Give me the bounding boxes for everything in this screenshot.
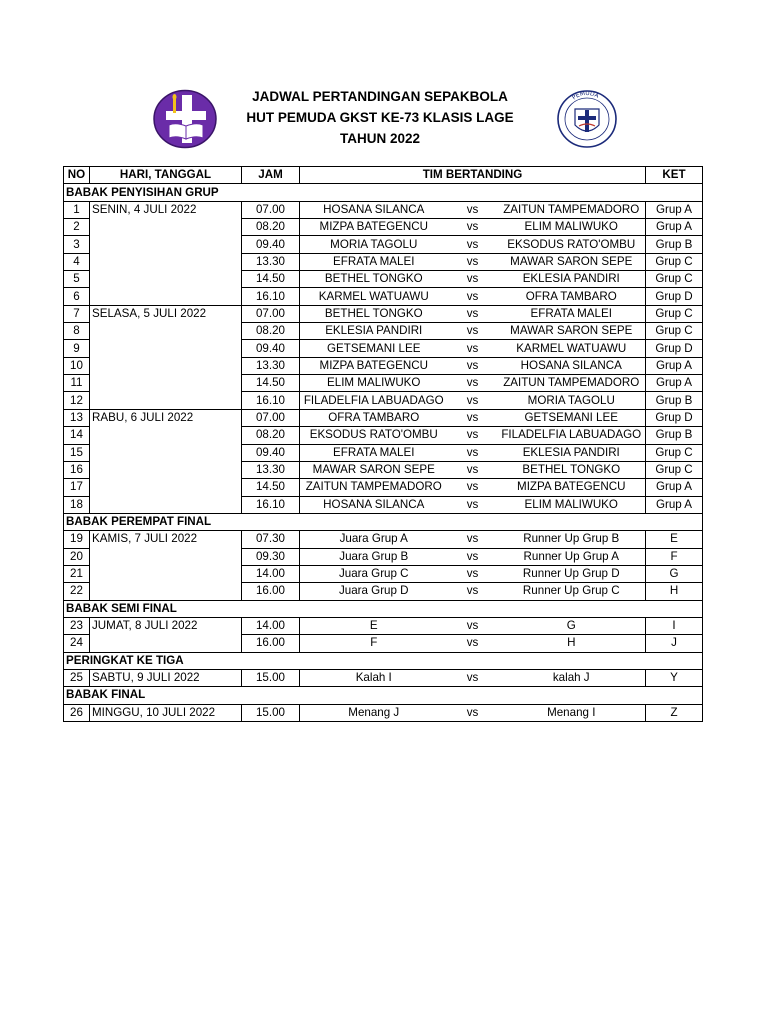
home-team: KARMEL WATUAWU: [300, 288, 448, 305]
match-note: Grup A: [646, 375, 703, 392]
home-team: MIZPA BATEGENCU: [300, 219, 448, 236]
versus-label: vs: [448, 236, 498, 253]
church-cross-logo: [152, 89, 218, 149]
section-title: BABAK PENYISIHAN GRUP: [64, 184, 703, 201]
match-number: 12: [64, 392, 90, 409]
col-header-no: NO: [64, 167, 90, 184]
match-number: 17: [64, 479, 90, 496]
match-day: KAMIS, 7 JULI 2022: [90, 531, 242, 600]
match-time: 15.00: [242, 669, 300, 686]
versus-label: vs: [448, 617, 498, 634]
match-time: 13.30: [242, 253, 300, 270]
match-note: Grup A: [646, 496, 703, 513]
match-number: 21: [64, 565, 90, 582]
versus-label: vs: [448, 392, 498, 409]
versus-label: vs: [448, 669, 498, 686]
col-header-time: JAM: [242, 167, 300, 184]
versus-label: vs: [448, 271, 498, 288]
match-number: 10: [64, 357, 90, 374]
match-note: Grup C: [646, 271, 703, 288]
match-number: 24: [64, 635, 90, 652]
versus-label: vs: [448, 531, 498, 548]
home-team: HOSANA SILANCA: [300, 201, 448, 218]
away-team: EKSODUS RATO'OMBU: [498, 236, 646, 253]
table-row: [64, 305, 703, 322]
section-title: PERINGKAT KE TIGA: [64, 652, 703, 669]
match-time: 13.30: [242, 461, 300, 478]
versus-label: vs: [448, 201, 498, 218]
away-team: G: [498, 617, 646, 634]
match-day: RABU, 6 JULI 2022: [90, 409, 242, 513]
home-team: Juara Grup A: [300, 531, 448, 548]
home-team: MIZPA BATEGENCU: [300, 357, 448, 374]
match-note: F: [646, 548, 703, 565]
home-team: GETSEMANI LEE: [300, 340, 448, 357]
versus-label: vs: [448, 253, 498, 270]
match-note: Z: [646, 704, 703, 721]
away-team: MAWAR SARON SEPE: [498, 323, 646, 340]
col-header-day: HARI, TANGGAL: [90, 167, 242, 184]
match-note: G: [646, 565, 703, 582]
away-team: ELIM MALIWUKO: [498, 219, 646, 236]
match-note: E: [646, 531, 703, 548]
document-header: [0, 86, 768, 166]
versus-label: vs: [448, 219, 498, 236]
versus-label: vs: [448, 375, 498, 392]
match-number: 22: [64, 583, 90, 600]
section-row: [64, 513, 703, 530]
section-title: BABAK FINAL: [64, 687, 703, 704]
match-number: 25: [64, 669, 90, 686]
match-note: Grup B: [646, 427, 703, 444]
away-team: Runner Up Grup A: [498, 548, 646, 565]
home-team: E: [300, 617, 448, 634]
section-title: BABAK SEMI FINAL: [64, 600, 703, 617]
versus-label: vs: [448, 704, 498, 721]
title-block: [230, 86, 530, 149]
match-note: Grup A: [646, 357, 703, 374]
match-number: 19: [64, 531, 90, 548]
match-time: 14.50: [242, 479, 300, 496]
match-number: 9: [64, 340, 90, 357]
match-note: Grup B: [646, 236, 703, 253]
match-note: Grup B: [646, 392, 703, 409]
match-number: 20: [64, 548, 90, 565]
match-note: I: [646, 617, 703, 634]
home-team: ZAITUN TAMPEMADORO: [300, 479, 448, 496]
col-header-note: KET: [646, 167, 703, 184]
match-time: 07.30: [242, 531, 300, 548]
home-team: Juara Grup B: [300, 548, 448, 565]
versus-label: vs: [448, 444, 498, 461]
home-team: MAWAR SARON SEPE: [300, 461, 448, 478]
away-team: MIZPA BATEGENCU: [498, 479, 646, 496]
versus-label: vs: [448, 565, 498, 582]
home-team: BETHEL TONGKO: [300, 305, 448, 322]
match-note: Grup C: [646, 253, 703, 270]
match-number: 2: [64, 219, 90, 236]
versus-label: vs: [448, 409, 498, 426]
col-header-teams: TIM BERTANDING: [300, 167, 646, 184]
match-time: 07.00: [242, 409, 300, 426]
match-note: Grup C: [646, 444, 703, 461]
home-team: Juara Grup C: [300, 565, 448, 582]
match-time: 09.40: [242, 444, 300, 461]
versus-label: vs: [448, 357, 498, 374]
match-time: 16.10: [242, 288, 300, 305]
versus-label: vs: [448, 461, 498, 478]
home-team: Menang J: [300, 704, 448, 721]
match-number: 26: [64, 704, 90, 721]
match-note: Grup D: [646, 288, 703, 305]
match-time: 07.00: [242, 201, 300, 218]
match-schedule-table: [63, 166, 703, 722]
match-time: 16.00: [242, 583, 300, 600]
match-time: 07.00: [242, 305, 300, 322]
away-team: BETHEL TONGKO: [498, 461, 646, 478]
match-time: 15.00: [242, 704, 300, 721]
match-time: 16.00: [242, 635, 300, 652]
versus-label: vs: [448, 427, 498, 444]
away-team: H: [498, 635, 646, 652]
table-row: [64, 704, 703, 721]
versus-label: vs: [448, 635, 498, 652]
home-team: ELIM MALIWUKO: [300, 375, 448, 392]
match-number: 23: [64, 617, 90, 634]
home-team: MORIA TAGOLU: [300, 236, 448, 253]
away-team: EFRATA MALEI: [498, 305, 646, 322]
table-row: [64, 531, 703, 548]
logo-right-text: PEMUDA: [570, 89, 600, 102]
home-team: EKLESIA PANDIRI: [300, 323, 448, 340]
title-line-1: JADWAL PERTANDINGAN SEPAKBOLA: [252, 89, 508, 104]
match-note: Grup C: [646, 305, 703, 322]
match-number: 16: [64, 461, 90, 478]
match-number: 13: [64, 409, 90, 426]
match-number: 3: [64, 236, 90, 253]
away-team: Menang I: [498, 704, 646, 721]
table-row: [64, 409, 703, 426]
match-note: Grup D: [646, 409, 703, 426]
versus-label: vs: [448, 479, 498, 496]
away-team: GETSEMANI LEE: [498, 409, 646, 426]
away-team: ZAITUN TAMPEMADORO: [498, 375, 646, 392]
versus-label: vs: [448, 305, 498, 322]
away-team: ZAITUN TAMPEMADORO: [498, 201, 646, 218]
away-team: Runner Up Grup B: [498, 531, 646, 548]
match-time: 14.00: [242, 617, 300, 634]
pemuda-shield-logo: [556, 89, 618, 149]
match-time: 16.10: [242, 392, 300, 409]
match-note: J: [646, 635, 703, 652]
match-number: 5: [64, 271, 90, 288]
match-time: 08.20: [242, 219, 300, 236]
away-team: kalah J: [498, 669, 646, 686]
away-team: MAWAR SARON SEPE: [498, 253, 646, 270]
table-row: [64, 617, 703, 634]
match-time: 08.20: [242, 427, 300, 444]
match-day: JUMAT, 8 JULI 2022: [90, 617, 242, 652]
table-row: [64, 669, 703, 686]
match-number: 6: [64, 288, 90, 305]
match-time: 16.10: [242, 496, 300, 513]
match-note: Grup A: [646, 201, 703, 218]
match-day: SENIN, 4 JULI 2022: [90, 201, 242, 305]
home-team: BETHEL TONGKO: [300, 271, 448, 288]
section-row: [64, 652, 703, 669]
match-time: 13.30: [242, 357, 300, 374]
versus-label: vs: [448, 323, 498, 340]
home-team: Kalah I: [300, 669, 448, 686]
match-number: 1: [64, 201, 90, 218]
match-number: 7: [64, 305, 90, 322]
match-note: Grup C: [646, 461, 703, 478]
match-day: SELASA, 5 JULI 2022: [90, 305, 242, 409]
section-title: BABAK PEREMPAT FINAL: [64, 513, 703, 530]
title-line-3: TAHUN 2022: [339, 131, 421, 146]
away-team: EKLESIA PANDIRI: [498, 444, 646, 461]
home-team: FILADELFIA LABUADAGO: [300, 392, 448, 409]
versus-label: vs: [448, 496, 498, 513]
schedule-body: [64, 184, 703, 722]
home-team: EFRATA MALEI: [300, 253, 448, 270]
match-number: 15: [64, 444, 90, 461]
versus-label: vs: [448, 288, 498, 305]
match-time: 14.50: [242, 271, 300, 288]
home-team: F: [300, 635, 448, 652]
match-time: 08.20: [242, 323, 300, 340]
home-team: EFRATA MALEI: [300, 444, 448, 461]
section-row: [64, 600, 703, 617]
match-note: Grup C: [646, 323, 703, 340]
match-note: Grup D: [646, 340, 703, 357]
table-row: [64, 201, 703, 218]
away-team: KARMEL WATUAWU: [498, 340, 646, 357]
match-number: 8: [64, 323, 90, 340]
match-number: 4: [64, 253, 90, 270]
home-team: HOSANA SILANCA: [300, 496, 448, 513]
match-day: MINGGU, 10 JULI 2022: [90, 704, 242, 721]
away-team: Runner Up Grup C: [498, 583, 646, 600]
match-time: 09.40: [242, 340, 300, 357]
away-team: HOSANA SILANCA: [498, 357, 646, 374]
match-note: Grup A: [646, 479, 703, 496]
away-team: Runner Up Grup D: [498, 565, 646, 582]
away-team: MORIA TAGOLU: [498, 392, 646, 409]
match-time: 14.50: [242, 375, 300, 392]
versus-label: vs: [448, 340, 498, 357]
versus-label: vs: [448, 548, 498, 565]
away-team: ELIM MALIWUKO: [498, 496, 646, 513]
home-team: Juara Grup D: [300, 583, 448, 600]
match-note: Grup A: [646, 219, 703, 236]
match-time: 14.00: [242, 565, 300, 582]
away-team: OFRA TAMBARO: [498, 288, 646, 305]
away-team: EKLESIA PANDIRI: [498, 271, 646, 288]
match-time: 09.30: [242, 548, 300, 565]
match-number: 18: [64, 496, 90, 513]
title-line-2: HUT PEMUDA GKST KE-73 KLASIS LAGE: [246, 110, 514, 125]
away-team: FILADELFIA LABUADAGO: [498, 427, 646, 444]
versus-label: vs: [448, 583, 498, 600]
table-header-row: [64, 167, 703, 184]
section-row: [64, 184, 703, 201]
match-day: SABTU, 9 JULI 2022: [90, 669, 242, 686]
home-team: OFRA TAMBARO: [300, 409, 448, 426]
match-note: Y: [646, 669, 703, 686]
match-number: 14: [64, 427, 90, 444]
match-note: H: [646, 583, 703, 600]
home-team: EKSODUS RATO'OMBU: [300, 427, 448, 444]
match-number: 11: [64, 375, 90, 392]
section-row: [64, 687, 703, 704]
match-time: 09.40: [242, 236, 300, 253]
